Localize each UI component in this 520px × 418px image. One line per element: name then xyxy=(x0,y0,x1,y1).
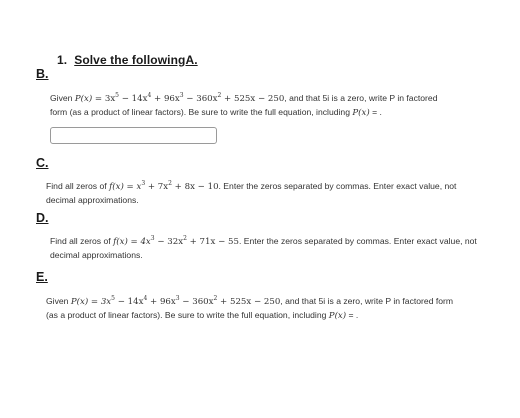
section-c-letter: C. xyxy=(36,156,49,170)
section-e-end: = . xyxy=(346,310,359,320)
section-c-equation: $f(x) = x^3 + 7x^2 + 8x - 10$ xyxy=(109,180,219,192)
section-c-question xyxy=(46,180,486,207)
section-b-end: = . xyxy=(369,107,382,117)
section-e-px: P(x) xyxy=(328,311,347,321)
section-e-intro: Given xyxy=(46,296,71,306)
section-b-intro: Given xyxy=(50,93,73,103)
section-c-instructions: . Enter the zeros separated by commas. Enter exact value, not decimal approximations. xyxy=(46,181,457,205)
problem-number: 1. xyxy=(57,53,68,67)
problem-heading xyxy=(57,53,198,67)
section-b-equation: $P(x) = 3x^5 - 14x^4 + 96x^3 - 360x^2 + 525x - 250$ xyxy=(74,92,285,104)
section-d-equation: $f(x) = 4x^3 - 32x^2 + 71x - 55$ xyxy=(113,235,239,247)
section-e-letter: E. xyxy=(36,270,48,284)
section-c-intro: Find all zeros of xyxy=(46,181,110,191)
section-b-instructions: , and that 5i is a zero, write P in factored form (as a product of linear factors). Be sure to write the full equation, including xyxy=(50,93,438,117)
problem-title: Solve the followingA. xyxy=(74,53,198,67)
section-d-letter: D. xyxy=(36,211,49,225)
section-b-answer-input[interactable] xyxy=(50,127,217,144)
section-e-instructions: , and that 5i is a zero, write P in factored form (as a product of linear factors). Be sure to write the full equation, including xyxy=(46,296,454,320)
section-b-px: P(x) xyxy=(352,108,370,118)
section-b-question xyxy=(50,92,442,120)
section-e-equation: $P(x) = 3x^5 - 14x^4 + 96x^3 - 360x^2 + 525x - 250$ xyxy=(70,295,281,307)
section-d-question xyxy=(50,235,490,262)
section-d-instructions: . Enter the zeros separated by commas. Enter exact value, not decimal approximations. xyxy=(50,236,477,260)
section-e-question xyxy=(46,295,466,323)
section-d-intro: Find all zeros of xyxy=(50,236,114,246)
section-b-letter: B. xyxy=(36,67,49,81)
